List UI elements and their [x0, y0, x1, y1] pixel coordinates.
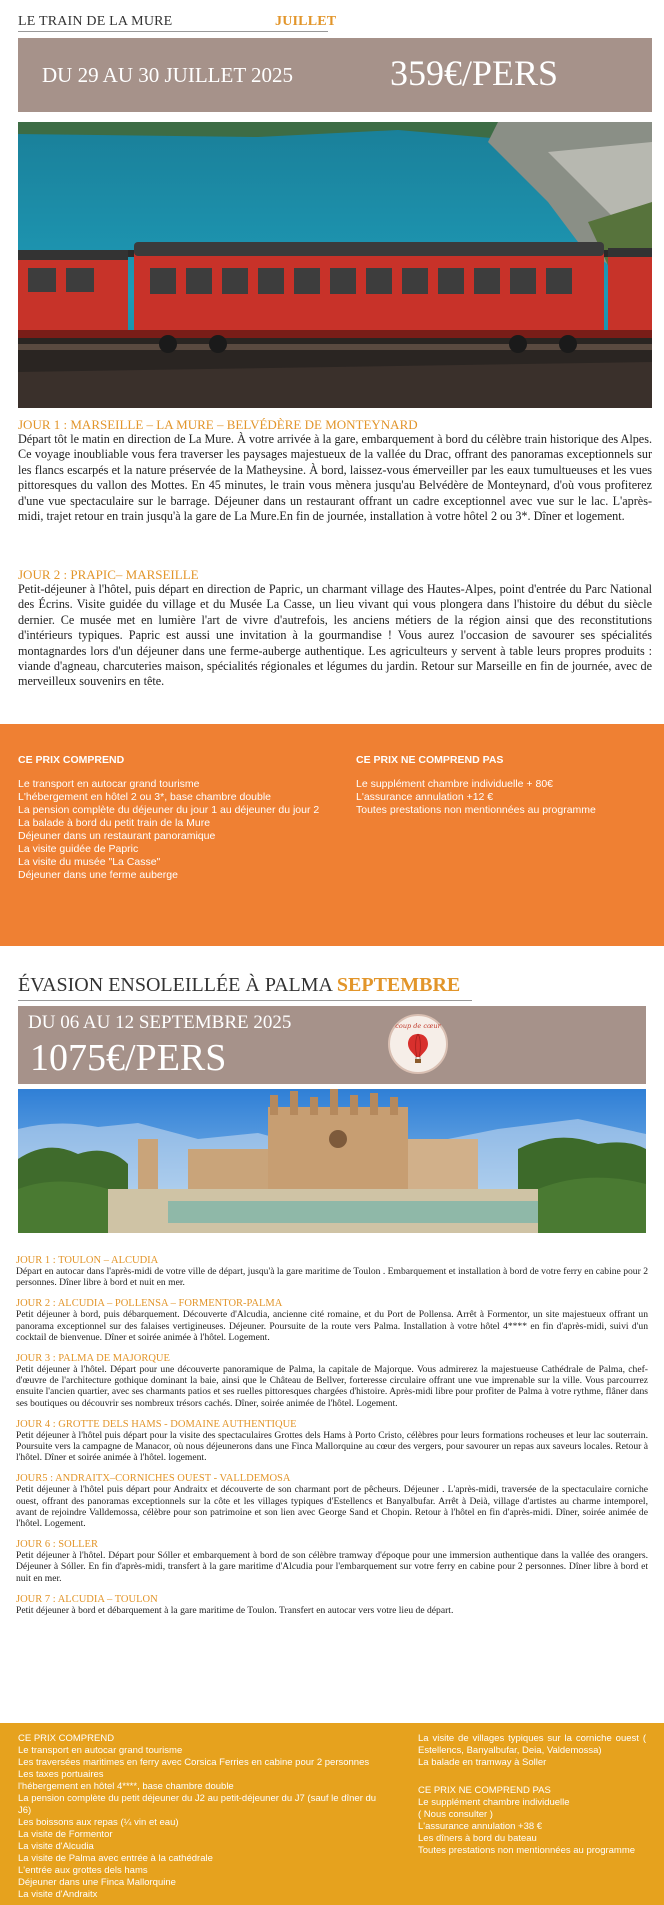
trip1-title: LE TRAIN DE LA MURE [18, 14, 173, 29]
trip2-month: SEPTEMBRE [336, 974, 461, 996]
list-item: L'assurance annulation +38 € [418, 1821, 543, 1832]
includes-heading: CE PRIX COMPREND [18, 754, 125, 766]
trip2-day-3 [16, 1353, 648, 1409]
trip2-price-details [0, 1723, 664, 1905]
list-item: La visite guidée de Papric [18, 843, 139, 855]
list-item: La visite de Palma avec entrée à la cathédrale [18, 1853, 213, 1864]
list-item: Les dîners à bord du bateau [418, 1833, 537, 1844]
trip1-price: 359€/PERS [390, 53, 559, 93]
badge-label: coup de cœur [395, 1022, 441, 1030]
list-item: Le transport en autocar grand tourisme [18, 1745, 183, 1756]
day-title: JOUR 4 : GROTTE DELS HAMS - DOMAINE AUTHENTIQUE [16, 1418, 297, 1430]
trip2-heading [18, 974, 460, 997]
day-title: JOUR 2 : ALCUDIA – POLLENSA – FORMENTOR-PALMA [16, 1298, 283, 1310]
trip1-excludes [356, 754, 656, 817]
list-item: La pension complète du déjeuner du jour 1 au déjeuner du jour 2 [18, 804, 320, 816]
list-item: Déjeuner dans une ferme auberge [18, 869, 178, 881]
trip1-price-details [0, 724, 664, 946]
day-text: Départ tôt le matin en direction de La Mure. À votre arrivée à la gare, embarquement à bord du célèbre train historique des Alpes. Ce voyage inoubliable vous fera traverser les paysages majestueux de la vallée du Drac, offrant des panoramas exceptionnels sur les flancs escarpés et la nature préservée de la Matheysine. À bord, laissez-vous émerveiller par les eaux tumultueuses et les vues pittoresques du vallon des Mottes. En 45 minutes, le train vous mènera jusqu'au Belvédère de Monteynard, d'où vous profiterez d'une vue spectaculaire sur le barrage. Déjeuner dans un restaurant offrant un cadre exceptionnel avec vue sur le lac. L'après-midi, trajet retour en train jusqu'à la gare de La Mure.En fin de journée, installation à votre hôtel 2 ou 3*. Dîner et logement. [18, 432, 652, 524]
excludes-heading: CE PRIX NE COMPREND PAS [418, 1785, 551, 1796]
day-text: Départ en autocar dans l'après-midi de votre ville de départ, jusqu'à la gare maritime de Toulon . Embarquement et installation à bord de votre ferry en cabine pour 2 personnes. Dîner libre à bord et nuit en mer. [16, 1266, 648, 1289]
list-item: Le supplément chambre individuelle [418, 1797, 570, 1808]
day-title: JOUR5 : ANDRAITX–CORNICHES OUEST - VALLDEMOSA [16, 1473, 291, 1485]
train-photo [18, 122, 652, 408]
day-text: Petit déjeuner à l'hôtel. Départ pour une découverte panoramique de Palma, la capitale de Majorque. Vous admirerez la majestueuse Cathédrale de Palma, chef-d'œuvre de l'architecture gothique dominant la baie, ainsi que le Château de Bellver, forteresse circulaire offrant une vue imprenable sur la ville. Vous parcourrez ensuite l'ancien quartier, avec ses charmants patios et ses ruelles pittoresques chargées d'histoire. Après-midi libre pour profiter de Palma à votre rythme, flâner dans ses boutiques ou découvrir ses nombreux trésors cachés. Dîner, soirée animée de l'hôtel. Logement. [16, 1364, 648, 1409]
list-item: Toutes prestations non mentionnées au programme [418, 1845, 636, 1856]
list-item: La visite d'Andraitx [18, 1889, 98, 1900]
trip2-title: ÉVASION ENSOLEILLÉE À PALMA [18, 974, 332, 996]
trip1-day-2 [18, 568, 652, 690]
coup-de-coeur-badge [388, 1014, 448, 1074]
day-text: Petit déjeuner à l'hôtel. Départ pour Sóller et embarquement à bord de son célèbre tramway d'époque pour une immersion authentique dans la vallée des orangers. Déjeuner à Sóller. En fin d'après-midi, transfert à la gare maritime d'Alcudia pour l'embarquement sur votre ferry en cabine pour 2 personnes. Dîner libre à bord et nuit en mer. [16, 1550, 648, 1584]
list-item: Le transport en autocar grand tourisme [18, 778, 200, 790]
day-text: Petit déjeuner à l'hôtel puis départ pour la visite des spectaculaires Grottes dels Hams à Porto Cristo, célèbres pour leurs formations rocheuses et leur lac souterrain. Poursuite vers la campagne de Manacor, où nous déjeunerons dans une Finca Mallorquine au cœur des vergers, pour savourer un repas aux saveurs locales. Retour à l'hôtel. Dîner et soirée animée à l'hôtel. logement. [16, 1429, 648, 1464]
trip2-day-7 [16, 1594, 648, 1616]
day-text: Petit déjeuner à l'hôtel puis départ pour Andraitx et découverte de son charmant port de pêcheurs. Déjeuner . L'après-midi, traversée de la spectaculaire corniche ouest, offrant des panoramas exceptionnels sur la côte et les villages typiques d'Estellencs et Banyalbufar. Arrêt à Deià, village d'artistes au charme intemporel, avant de rejoindre Valldemossa, célèbre pour son patrimoine et son lien avec George Sand et Chopin. Retour à l'hôtel en fin d'après-midi. Dîner, soirée animée de l'hôtel. Logement. [16, 1484, 648, 1530]
trip2-right-column [418, 1733, 646, 1857]
list-item: La balade en tramway à Soller [418, 1757, 547, 1768]
day-text: Petit-déjeuner à l'hôtel, puis départ en direction de Papric, un charmant village des Hautes-Alpes, point d'entrée du Parc National des Écrins. Visite guidée du village et du Musée La Casse, un lieu vivant qui vous plongera dans l'histoire du début du siècle dernier. Ce musée met en lumière l'art de vivre d'autrefois, les anciens métiers de la région ainsi que des reconstitutions d'intérieurs typiques. Papric est aussi une invitation à la gourmandise ! Vous aurez l'occasion de savourer ses spécialités montagnardes lors d'un déjeuner dans une ferme-auberge authentique. Les agriculteurs y servent à table leurs propres produits : viande d'agneau, charcuteries maison, spécialités régionales et légumes du jardin. Retour sur Marseille en fin de journée, avec de merveilleux souvenirs en tête. [18, 582, 652, 689]
day-title: JOUR 1 : MARSEILLE – LA MURE – BELVÉDÈRE DE MONTEYNARD [18, 417, 418, 432]
list-item: L'entrée aux grottes dels hams [18, 1865, 148, 1876]
palma-cathedral-photo [18, 1089, 646, 1233]
hot-air-balloon-icon [407, 1033, 429, 1065]
day-title: JOUR 7 : ALCUDIA – TOULON [16, 1593, 158, 1605]
trip2-price: 1075€/PERS [30, 1037, 227, 1079]
list-item: La pension complète du petit déjeuner du J2 au petit-déjeuner du J7 (sauf le dîner du J6) [18, 1793, 377, 1816]
day-title: JOUR 3 : PALMA DE MAJORQUE [16, 1353, 170, 1365]
trip2-day-1 [16, 1255, 648, 1288]
list-item: Le supplément chambre individuelle + 80€ [356, 778, 554, 790]
trip2-day-4 [16, 1419, 648, 1464]
day-title: JOUR 1 : TOULON – ALCUDIA [16, 1255, 159, 1266]
day-text: Petit déjeuner à bord et débarquement à la gare maritime de Toulon. Transfert en autocar vers votre lieu de départ. [16, 1604, 454, 1616]
list-item: La visite de villages typiques sur la corniche ouest ( Estellencs, Banyalbufar, Deia, Valdemossa) [418, 1733, 646, 1756]
trip1-dates: DU 29 AU 30 JUILLET 2025 [42, 63, 294, 87]
list-item: L'hébergement en hôtel 2 ou 3*, base chambre double [18, 791, 272, 803]
day-text: Petit déjeuner à bord, puis débarquement. Découverte d'Alcudia, ancienne cité romaine, et du Port de Pollensa. Arrêt à Formentor, un site majestueux offrant un panorama exceptionnel sur des falaises vertigineuses. Déjeuner. Poursuite de la route vers Palma. Installation à votre hôtel 4**** en fin d'après-midi, suivi d'un cocktail de bienvenue. Dîner et soirée animée à l'hôtel. Logement. [16, 1309, 648, 1343]
list-item: La balade à bord du petit train de la Mure [18, 817, 211, 829]
trip2-day-5 [16, 1473, 648, 1529]
trip2-dates: DU 06 AU 12 SEPTEMBRE 2025 [28, 1012, 292, 1033]
trip2-day-2 [16, 1298, 648, 1343]
list-item: ( Nous consulter ) [418, 1809, 493, 1820]
trip1-month: JUILLET [275, 14, 337, 29]
list-item: Les traversées maritimes en ferry avec Corsica Ferries en cabine pour 2 personnes [18, 1757, 370, 1768]
excludes-heading: CE PRIX NE COMPREND PAS [356, 754, 504, 766]
trip1-includes [18, 754, 348, 882]
trip1-day-1 [18, 418, 652, 524]
day-title: JOUR 2 : PRAPIC– MARSEILLE [18, 567, 199, 582]
list-item: l'hébergement en hôtel 4****, base chambre double [18, 1781, 234, 1792]
trip2-days [16, 1255, 648, 1616]
trip1-title-underline [18, 31, 328, 32]
day-title: JOUR 6 : SOLLER [16, 1539, 98, 1551]
trip2-day-6 [16, 1539, 648, 1584]
list-item: L'assurance annulation +12 € [356, 791, 494, 803]
list-item: Déjeuner dans une Finca Mallorquine [18, 1877, 176, 1888]
list-item: La visite d'Alcudia [18, 1841, 94, 1852]
list-item: La visite de Formentor [18, 1829, 113, 1840]
trip2-date-price-band [18, 1006, 646, 1084]
list-item: Déjeuner dans un restaurant panoramique [18, 830, 216, 842]
list-item: Toutes prestations non mentionnées au programme [356, 804, 596, 816]
list-item: Les boissons aux repas (¼ vin et eau) [18, 1817, 179, 1828]
trip1-date-price-band [18, 38, 652, 112]
trip2-title-underline [18, 1000, 472, 1001]
list-item: La visite du musée "La Casse" [18, 856, 161, 868]
list-item: Les taxes portuaires [18, 1769, 104, 1780]
includes-heading: CE PRIX COMPREND [18, 1733, 115, 1744]
trip2-includes [18, 1733, 388, 1901]
